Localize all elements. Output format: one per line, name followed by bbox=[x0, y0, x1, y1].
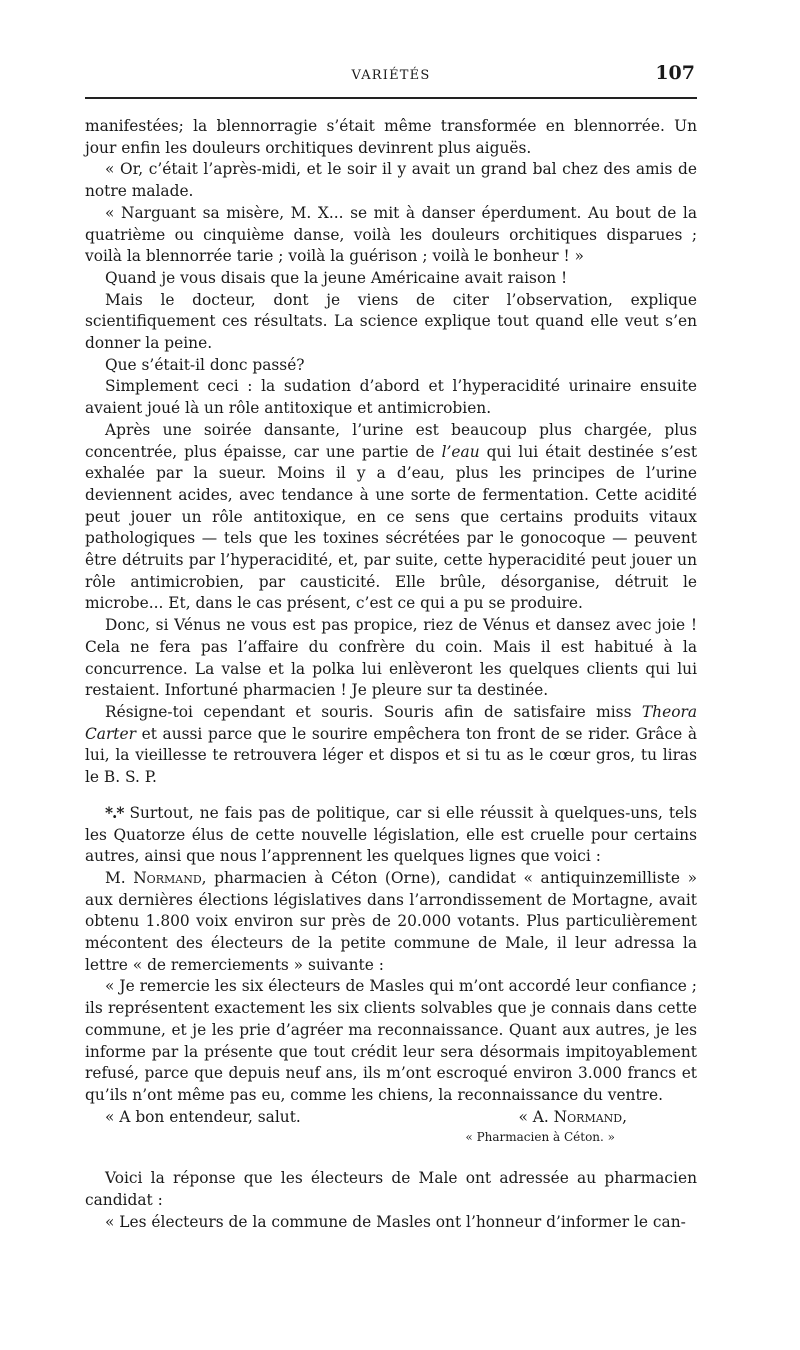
header-rule bbox=[85, 97, 697, 99]
person-name: Normand bbox=[133, 868, 202, 887]
section-gap bbox=[85, 789, 697, 803]
paragraph bbox=[85, 420, 697, 615]
signature-title: « Pharmacien à Céton. » bbox=[465, 1130, 615, 1145]
paragraph: manifestées; la blennorragie s’était même transformée en blennorrée. Un jour enfin les douleurs orchitiques devinrent plus aiguës. bbox=[85, 117, 697, 157]
text-run: et aussi parce que le sourire empêchera ton front de se rider. Grâce à lui, la vieillesse te retrouvera léger et dispos et si tu as le cœur gros, tu liras le B. S. P. bbox=[85, 724, 697, 787]
paragraph: Simplement ceci : la sudation d’abord et l’hyperacidité urinaire ensuite avaient joué là un rôle antitoxique et antimicrobien. bbox=[85, 377, 697, 418]
asterism: *.* bbox=[105, 803, 124, 822]
text-run: M. bbox=[105, 868, 134, 887]
emphasis: Theora Carter bbox=[85, 702, 697, 743]
paragraph: Quand je vous disais que la jeune Américaine avait raison ! bbox=[105, 268, 568, 287]
text-run: , bbox=[622, 1107, 627, 1126]
text-run: Surtout, ne fais pas de politique, car si elle réussit à quelques-uns, tels les Quatorze élus de cette nouvelle législation, elle est cruelle pour certains autres, ainsi que nous l’apprennent les quelques lignes que voici : bbox=[85, 803, 697, 866]
letter-closing bbox=[85, 1107, 697, 1129]
paragraph: « Narguant sa misère, M. X... se mit à danser éperdument. Au bout de la quatrième ou cinquième danse, voilà les douleurs orchitiques disparues ; voilà la blennorrée tarie ; voilà la guérison ; voilà le bonheur ! » bbox=[85, 203, 697, 266]
paragraph: « Les électeurs de la commune de Masles ont l’honneur d’informer le can- bbox=[105, 1212, 686, 1231]
running-title: VARIÉTÉS bbox=[351, 68, 431, 83]
paragraph: Donc, si Vénus ne vous est pas propice, riez de Vénus et dansez avec joie ! Cela ne fera pas l’affaire du confrère du coin. Mais il est habitué à la concurrence. La valse et la polka lui enlèveront les quelques clients qui lui restaient. Infortuné pharmacien ! Je pleure sur ta destinée. bbox=[85, 616, 697, 700]
paragraph: « Or, c’était l’après-midi, et le soir il y avait un grand bal chez des amis de notre malade. bbox=[85, 160, 697, 201]
paragraph: Voici la réponse que les électeurs de Male ont adressée au pharmacien candidat : bbox=[85, 1169, 697, 1210]
paragraph bbox=[85, 803, 697, 868]
section-gap bbox=[85, 1146, 697, 1168]
closing-salutation: « A bon entendeur, salut. bbox=[105, 1107, 301, 1126]
text-run: « A. bbox=[518, 1107, 554, 1126]
page-number: 107 bbox=[655, 62, 695, 84]
article-body bbox=[85, 116, 697, 1233]
paragraph: Mais le docteur, dont je viens de citer l’observation, explique scientifiquement ces résultats. La science explique tout quand elle veut s’en donner la peine. bbox=[85, 290, 697, 353]
paragraph bbox=[85, 868, 697, 977]
text-run: Après une soirée dansante, l’urine est beaucoup plus chargée, plus concentrée, plus épaisse, car une partie de bbox=[85, 420, 697, 461]
signature bbox=[518, 1107, 697, 1129]
paragraph: Que s’était-il donc passé? bbox=[105, 355, 305, 374]
emphasis: l’eau bbox=[441, 442, 480, 461]
text-run: Résigne-toi cependant et souris. Souris afin de satisfaire miss bbox=[105, 702, 642, 721]
text-run: , pharmacien à Céton (Orne), candidat « antiquinzemilliste » aux dernières élections législatives dans l’arrondissement de Mortagne, avait obtenu 1.800 voix environ sur près de 20.000 votants. Plus particulièrement mécontent des électeurs de la petite commune de Male, il leur adressa la lettre « de remerciements » suivante : bbox=[85, 868, 697, 974]
paragraph: « Je remercie les six électeurs de Masles qui m’ont accordé leur confiance ; ils représentent exactement les six clients solvables que je connais dans cette commune, et je les prie d’agréer ma reconnaissance. Quant aux autres, je les informe par la présente que tout crédit leur sera désormais impitoyablement refusé, parce que depuis neuf ans, ils m’ont escroqué environ 3.000 francs et qu’ils n’ont même pas eu, comme les chiens, la reconnaissance du ventre. bbox=[85, 977, 697, 1104]
paragraph bbox=[85, 702, 697, 789]
page-header bbox=[85, 62, 697, 90]
signature-name: Normand bbox=[553, 1107, 623, 1126]
text-run: qui lui était destinée s’est exhalée par la sueur. Moins il y a d’eau, plus les principes de l’urine deviennent acides, avec tendance à une sorte de fermentation. Cette acidité peut jouer un rôle antitoxique, en ce sens que certains produits vitaux pathologiques — tels que les toxines sécrétées par le gonocoque — peuvent être détruits par l’hyperacidité, et, par suite, cette hyperacidité peut jouer un rôle antimicrobien, par causticité. Elle brûle, désorganise, détruit le microbe... Et, dans le cas présent, c’est ce qui a pu se produire. bbox=[85, 442, 697, 613]
